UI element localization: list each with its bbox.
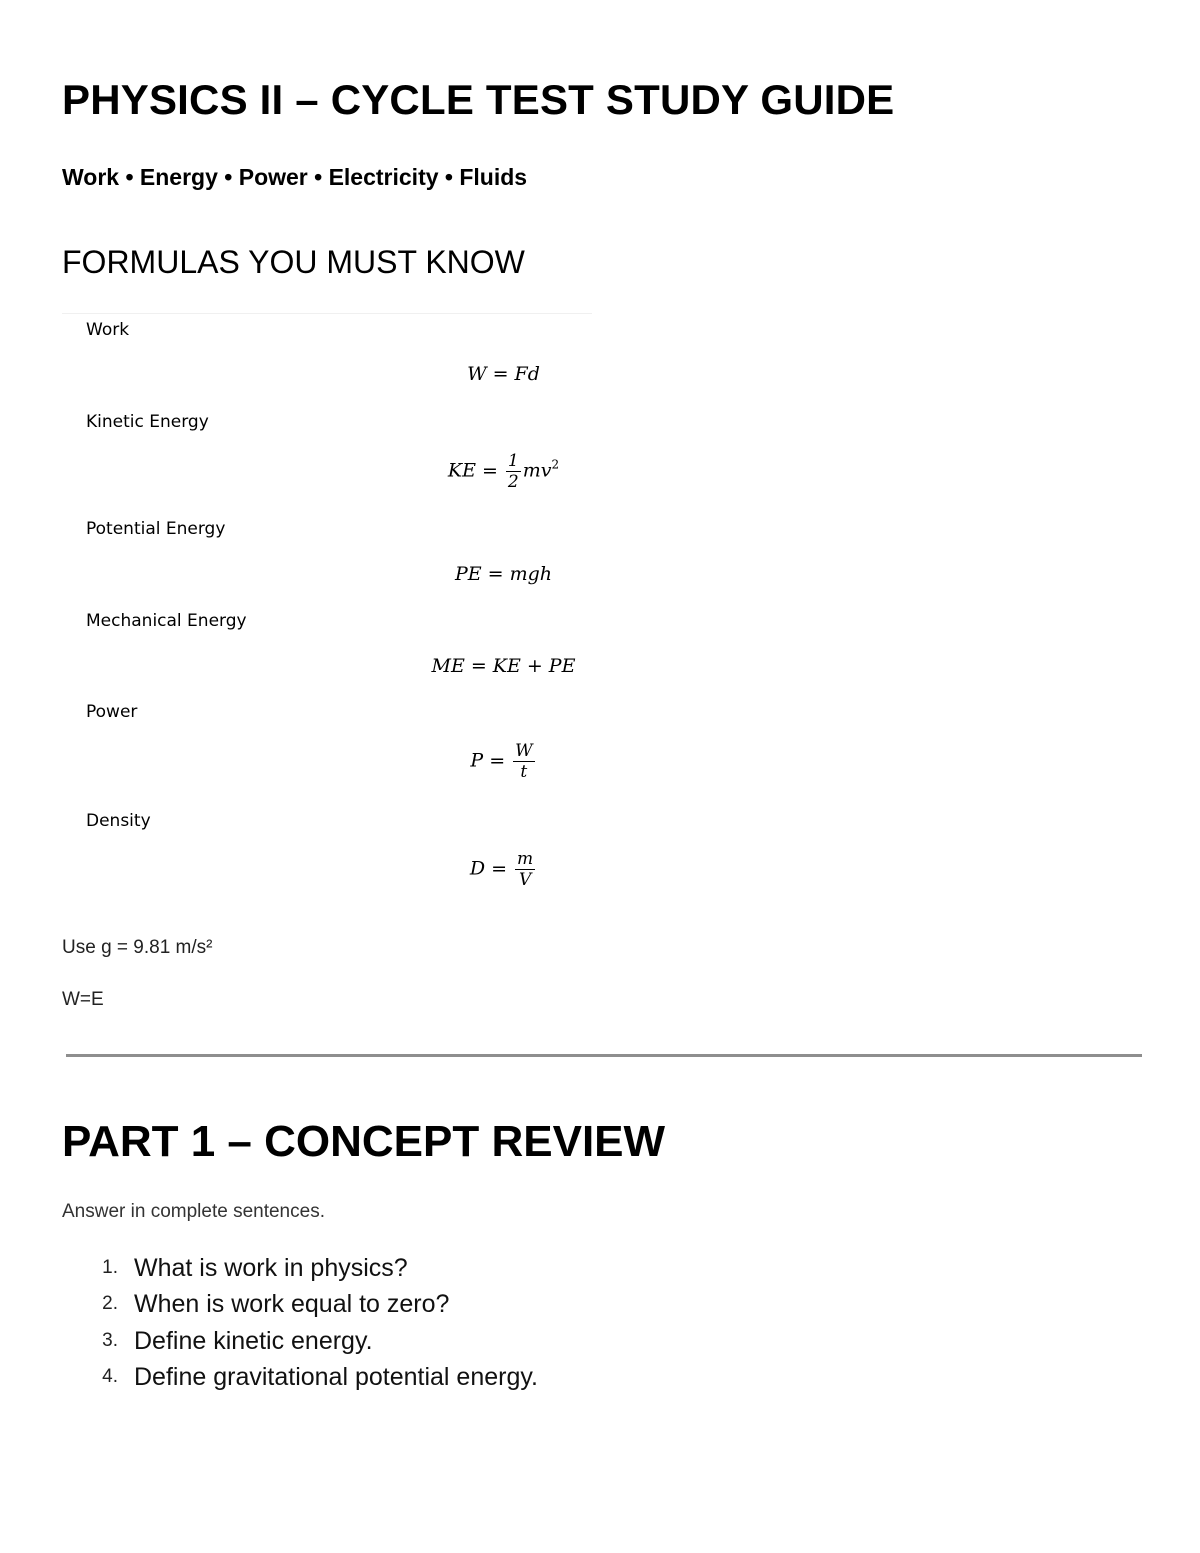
equals-sign: = — [491, 857, 508, 880]
formula-potential-energy — [62, 562, 945, 586]
fraction-denominator: 2 — [507, 472, 519, 492]
exponent: 2 — [551, 457, 560, 472]
formula-label-density: Density — [86, 811, 151, 831]
question-text: What is work in physics? — [134, 1254, 408, 1282]
fraction-work-over-time — [513, 741, 534, 782]
fraction-denominator: V — [515, 869, 535, 890]
formula-label-kinetic-energy: Kinetic Energy — [86, 412, 209, 432]
equals-sign: = — [487, 563, 504, 585]
fraction-numerator: 1 — [507, 451, 519, 471]
formula-power — [62, 741, 945, 782]
equals-sign: = — [492, 363, 509, 385]
formula-term-pe: PE — [548, 655, 576, 677]
formula-term-ke: KE — [492, 655, 521, 677]
formula-rhs: mgh — [509, 563, 552, 585]
fraction-mass-over-volume — [515, 849, 535, 890]
page-title: PHYSICS II – CYCLE TEST STUDY GUIDE — [62, 76, 895, 123]
question-text: Define gravitational potential energy. — [134, 1362, 538, 1391]
formula-label-mechanical-energy: Mechanical Energy — [86, 611, 247, 631]
plus-sign: + — [526, 655, 543, 677]
formula-rhs: mv — [522, 459, 552, 482]
topics-subtitle: Work • Energy • Power • Electricity • Fluids — [62, 164, 528, 190]
formula-sheet — [62, 313, 592, 904]
fraction-half — [506, 451, 521, 492]
fraction-denominator: t — [513, 761, 534, 782]
formula-rhs: Fd — [514, 363, 540, 385]
formula-lhs: D — [469, 857, 486, 880]
formula-lhs: KE — [447, 459, 476, 482]
formulas-heading: FORMULAS YOU MUST KNOW — [62, 244, 525, 280]
question-text: When is work equal to zero? — [134, 1290, 450, 1319]
part1-heading: PART 1 – CONCEPT REVIEW — [62, 1117, 666, 1166]
formula-label-work: Work — [86, 320, 130, 340]
formula-lhs: PE — [455, 563, 482, 585]
formula-lhs: W — [467, 363, 487, 385]
question-number: 1. — [102, 1257, 118, 1278]
formula-mechanical-energy — [62, 654, 945, 678]
fraction-numerator: W — [515, 741, 533, 761]
section-divider — [66, 1054, 1142, 1057]
formula-kinetic-energy — [62, 451, 945, 492]
question-number: 2. — [102, 1293, 118, 1315]
equals-sign: = — [470, 655, 487, 677]
question-number: 3. — [102, 1329, 118, 1351]
question-text: Define kinetic energy. — [134, 1326, 373, 1355]
formula-work — [62, 362, 945, 386]
formula-density — [62, 849, 945, 890]
equals-sign: = — [481, 459, 498, 482]
formula-lhs: P — [470, 749, 484, 772]
equals-sign: = — [489, 749, 506, 772]
formula-lhs: ME — [431, 655, 465, 677]
formula-label-potential-energy: Potential Energy — [86, 519, 226, 539]
gravity-note: Use g = 9.81 m/s² — [62, 937, 213, 958]
part1-instruction: Answer in complete sentences. — [62, 1201, 325, 1222]
fraction-numerator: m — [517, 849, 534, 869]
formula-label-power: Power — [86, 702, 138, 722]
work-energy-note: W=E — [62, 989, 104, 1010]
question-number: 4. — [102, 1365, 118, 1387]
